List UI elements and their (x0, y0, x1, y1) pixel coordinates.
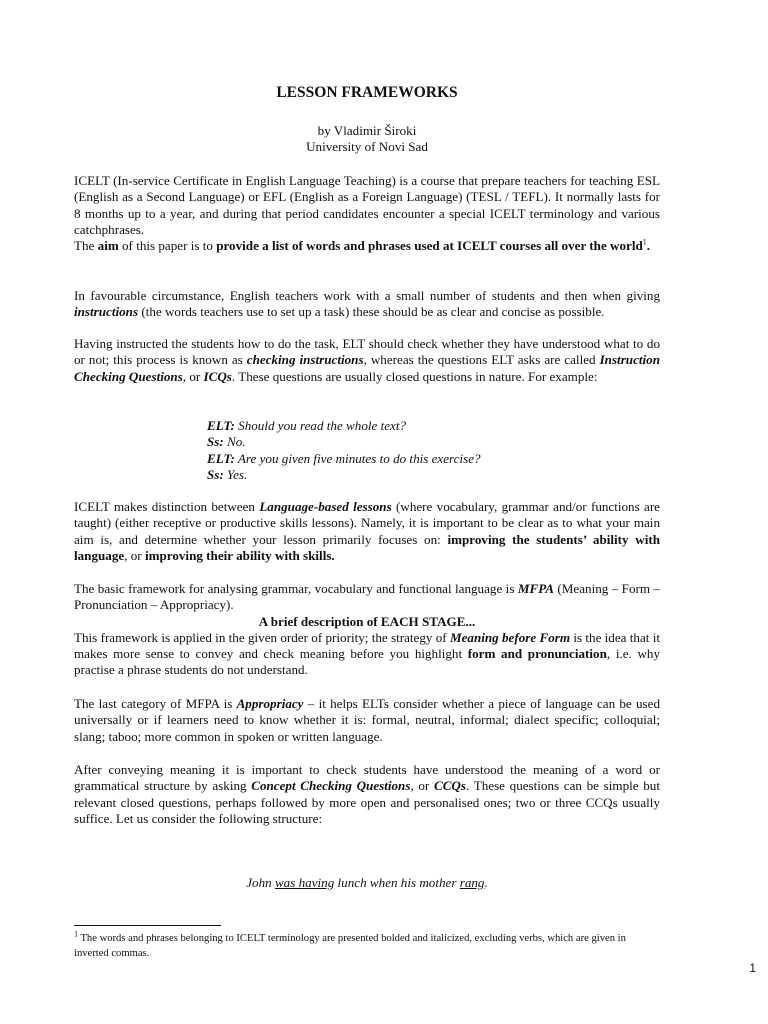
dialog-speaker: Ss: (207, 434, 224, 450)
dialog-speaker: ELT: (207, 418, 235, 433)
paragraph-lesson-types: ICELT makes distinction between Language-based lessons (where vocabulary, grammar and/or functions are taught) (either receptive or productive skills lessons). Namely, it is important to be clear as to what your main aim is, and determine whether your lesson primarily focuses on: improving the students’ ability with language, or improving their ability with skills. (74, 499, 661, 563)
dialog-line: ELT: Should you read the whole text? (207, 418, 407, 433)
dialog-line: ELT: Are you given five minutes to do this exercise? (207, 450, 481, 466)
focus-language: improving the students’ ability with language (74, 531, 661, 563)
section-subheading: A brief description of EACH STAGE... (258, 613, 476, 629)
intro-section (74, 173, 660, 254)
term-instructions: instructions (74, 304, 139, 320)
document-page (74, 0, 660, 1024)
term-checking-instructions: checking instructions (246, 352, 364, 368)
term-concept-checking-questions: Concept Checking Questions (251, 778, 411, 794)
dialog-speaker: Ss: (207, 466, 224, 482)
paragraph-meaning-before-form: This framework is applied in the given order of priority; the strategy of Meaning before Form is the idea that it makes more sense to convey and check meaning before you highlight form and pronunciation, i.e. why practise a phrase students do not understand. (74, 629, 661, 678)
paragraph-ccqs: After conveying meaning it is important to check students have understood the meaning of a word or grammatical structure by asking Concept Checking Questions, or CCQs. These questions can be simple but relevant closed questions, perhaps followed by more open and personalised ones; two or three CCQs usually suffice. Let us consider the following structure: (74, 762, 660, 826)
example-sentence: John was having lunch when his mother rang. (246, 875, 488, 890)
paragraph-checking-instructions: Having instructed the students how to do the task, ELT should check whether they have understood what to do or not; this process is known as checking instructions, whereas the questions ELT asks are called Instruction Checking Questions, or ICQs. These questions are usually closed questions in nature. For example: (74, 336, 660, 384)
form-and-pronunciation: form and pronunciation (467, 646, 607, 662)
term-appropriacy: Appropriacy (236, 696, 304, 711)
footnote (74, 931, 660, 961)
affiliation-line: University of Novi Sad (306, 139, 428, 155)
dialog-line: Ss: No. (207, 434, 246, 450)
byline (74, 123, 660, 156)
dialog-speaker: ELT: (207, 450, 235, 466)
term-meaning-before-form: Meaning before Form (449, 629, 571, 645)
paragraph-icelt-intro: ICELT (In-service Certificate in English Language Teaching) is a course that prepare teachers for teaching ESL (English as a Second Language) or EFL (English as a Foreign Language) (TESL / TEFL). It normally lasts for 8 months up to a year, and during that period candidates encounter a special ICELT terminology and various catchphrases. (74, 173, 660, 237)
aim-term: aim (97, 238, 119, 254)
page-number: 1 (749, 961, 756, 975)
example-dialog (207, 418, 627, 483)
paragraph-appropriacy: The last category of MFPA is Appropriacy – it helps ELTs consider whether a piece of language can be used universally or if learners need to know whether it is: formal, neutral, informal; dialect specific; colloquial; slang; taboo; more common in spoken or written language. (74, 696, 660, 744)
footnote-mark: 1 (74, 929, 78, 939)
term-icqs: ICQs (203, 368, 232, 384)
term-icq-full: Instruction Checking Questions (74, 352, 660, 384)
footnote-text: The words and phrases belonging to ICELT terminology are presented bolded and italicized, excluding verbs, which are given in inverted commas. (74, 933, 626, 959)
author-line: by Vladimir Široki (317, 123, 417, 138)
underlined-verb: rang (459, 875, 485, 890)
term-language-based-lessons: Language-based lessons (259, 499, 392, 514)
paragraph-instructions: In favourable circumstance, English teachers work with a small number of students and then when giving instructions (the words teachers use to set up a task) these should be as clear and concise as possible. (74, 288, 660, 320)
footnote-ref: 1 (642, 237, 647, 247)
footnote-divider (74, 925, 221, 926)
focus-skills: improving their ability with skills. (144, 547, 335, 563)
term-ccqs: CCQs (433, 778, 466, 794)
aim-statement: provide a list of words and phrases used at ICELT courses all over the world (216, 238, 643, 254)
document-title: LESSON FRAMEWORKS (276, 84, 458, 101)
paragraph-mfpa: The basic framework for analysing grammar, vocabulary and functional language is MFPA (Meaning – Form – Pronunciation – Appropriacy). A brief description of EACH STAGE... This framework is applied in the given order of priority; the strategy of Meaning before Form is the idea that it makes more sense to convey and check meaning before you highlight form and pronunciation, i.e. why practise a phrase students do not understand. (74, 581, 661, 678)
dialog-line: Ss: Yes. (207, 466, 248, 482)
underlined-verb: was having (274, 875, 335, 890)
term-mfpa: MFPA (517, 581, 554, 596)
paragraph-aim: The aim of this paper is to provide a list of words and phrases used at ICELT courses all over the world$^1$. (74, 237, 651, 254)
